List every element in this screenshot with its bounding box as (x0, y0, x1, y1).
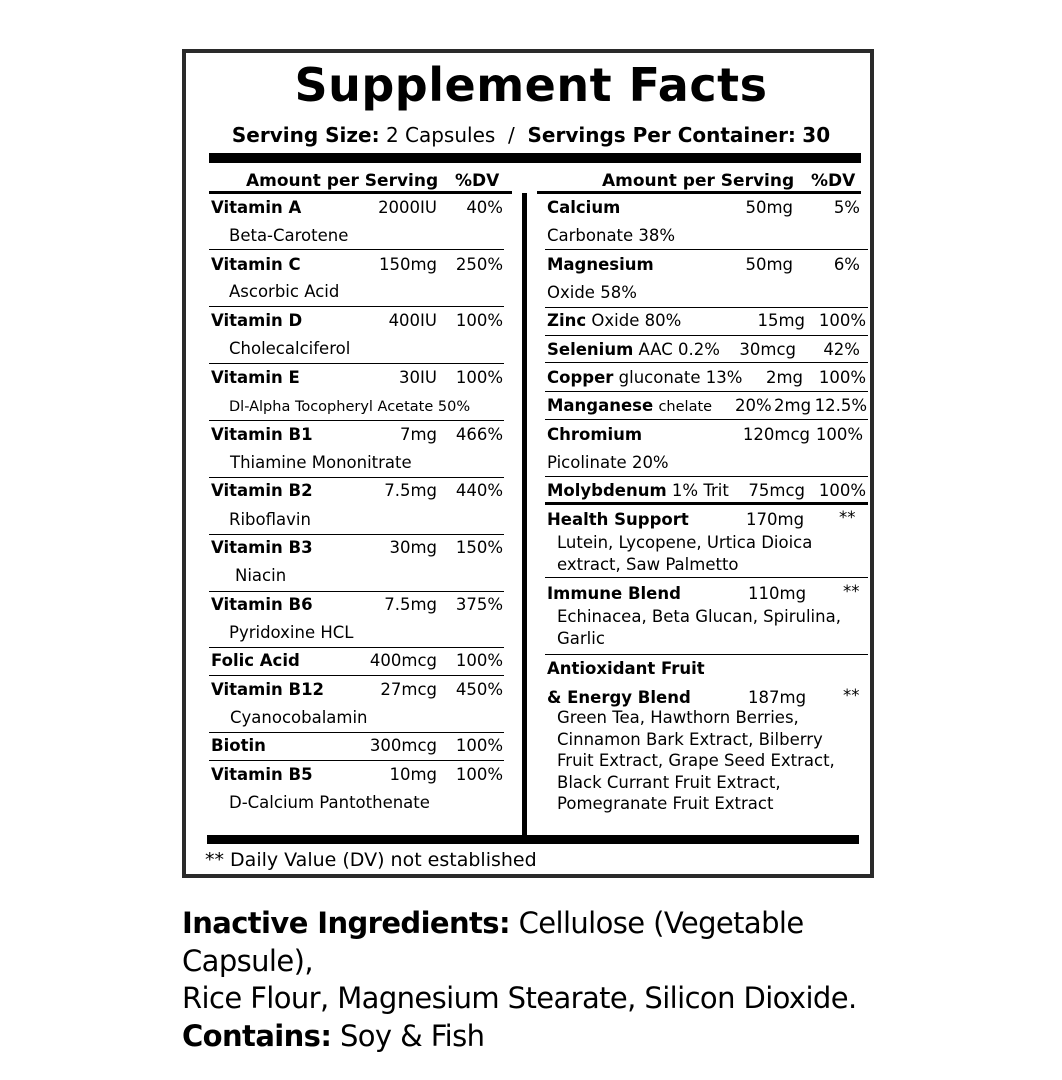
nutrient-amount: 30mcg (739, 340, 796, 359)
row-divider (209, 760, 504, 761)
nutrient-amount: 27mcg (380, 680, 437, 699)
nutrient-name: Manganese (547, 396, 654, 415)
serving-separator: / (508, 123, 515, 147)
row-divider (545, 476, 868, 477)
nutrient-dv: 5% (833, 198, 860, 217)
nutrient-source: Ascorbic Acid (229, 282, 340, 301)
nutrient-amount: 2000IU (378, 198, 437, 217)
nutrient-form: gluconate 13% (618, 368, 743, 387)
nutrient-source: Thiamine Mononitrate (230, 453, 412, 472)
row-divider (209, 249, 504, 250)
nutrient-dv: 6% (833, 255, 860, 274)
nutrient-dv: 100% (818, 481, 866, 500)
row-divider (209, 534, 504, 535)
blend-ingredients-line: Pomegranate Fruit Extract (557, 794, 774, 813)
nutrient-source: Dl-Alpha Tocopheryl Acetate 50% (229, 399, 471, 415)
blend-ingredients-line: Garlic (557, 628, 605, 648)
left-amount-header: Amount per Serving (246, 171, 439, 191)
nutrient-form: chelate (658, 399, 713, 415)
blend-ingredients-line: Lutein, Lycopene, Urtica Dioica (557, 533, 813, 552)
nutrient-name: Chromium (547, 425, 643, 444)
nutrient-source: Oxide 58% (547, 283, 637, 302)
nutrient-dv: 440% (455, 481, 503, 500)
blend-name: Immune Blend (547, 584, 681, 603)
nutrient-amount: 150mg (378, 255, 437, 274)
servings-per-container-label: Servings Per Container: (527, 123, 796, 147)
panel-title: Supplement Facts (294, 58, 768, 112)
row-divider (209, 591, 504, 592)
nutrient-name: Vitamin B3 (211, 538, 313, 557)
nutrient-amount: 300mcg (369, 736, 437, 755)
blend-dv: ** (843, 582, 860, 601)
row-divider (545, 335, 868, 336)
nutrient-name: Vitamin B1 (211, 425, 313, 444)
nutrient-dv: 100% (815, 425, 863, 444)
nutrient-source: Riboflavin (229, 510, 311, 529)
nutrient-dv: 150% (455, 538, 503, 557)
serving-size-label: Serving Size: (231, 123, 380, 147)
nutrient-form: 1% Trit (671, 481, 729, 500)
blend-ingredients-line: Cinnamon Bark Extract, Bilberry (557, 729, 823, 749)
blend-ingredients-line: Echinacea, Beta Glucan, Spirulina, (557, 607, 841, 626)
nutrient-amount: 30mg (389, 538, 437, 557)
nutrient-name: Magnesium (547, 255, 654, 274)
left-dv-header: %DV (455, 171, 500, 191)
nutrient-amount: 400mcg (369, 651, 437, 670)
row-divider (545, 249, 868, 250)
row-divider (545, 362, 868, 363)
right-dv-header: %DV (811, 171, 856, 191)
nutrient-name: Selenium (547, 340, 634, 359)
nutrient-dv: 100% (818, 311, 866, 330)
row-divider (209, 306, 504, 307)
nutrient-amount: 7.5mg (384, 481, 437, 500)
nutrient-source: Carbonate 38% (547, 226, 676, 245)
inactive-label: Inactive Ingredients: (182, 906, 510, 940)
nutrient-amount: 2mg (774, 396, 812, 415)
left-header-rule (209, 191, 512, 194)
nutrient-name: Vitamin C (211, 255, 301, 274)
nutrient-amount: 400IU (388, 311, 437, 330)
blend-section-rule (545, 502, 868, 505)
blend-ingredients-line: Fruit Extract, Grape Seed Extract, (557, 751, 835, 770)
blend-ingredients-line: extract, Saw Palmetto (557, 554, 739, 574)
contains-text: Soy & Fish (339, 1018, 485, 1053)
nutrient-name-line (547, 311, 681, 331)
blend-name-line2: & Energy Blend (547, 688, 691, 707)
nutrient-amount: 10mg (389, 765, 437, 784)
nutrient-dv: 40% (466, 198, 503, 217)
nutrient-dv: 375% (455, 595, 503, 614)
nutrient-name: Vitamin B12 (211, 680, 325, 699)
nutrient-dv: 450% (455, 680, 503, 699)
nutrient-source: Beta-Carotene (229, 226, 349, 245)
blend-amount: 170mg (746, 510, 805, 529)
row-divider (545, 577, 868, 578)
nutrient-form: Oxide 80% (591, 311, 682, 330)
contains-label: Contains: (182, 1018, 332, 1053)
bottom-thick-rule (207, 835, 859, 844)
nutrient-name-line (547, 340, 720, 360)
nutrient-amount: 2mg (765, 368, 803, 387)
nutrient-form-percent: 20% (735, 396, 772, 415)
nutrient-source: Cholecalciferol (229, 339, 351, 358)
nutrient-source: Cyanocobalamin (230, 708, 368, 727)
nutrient-name: Vitamin A (211, 198, 302, 217)
nutrient-name: Vitamin B6 (211, 595, 313, 614)
row-divider (209, 732, 504, 733)
nutrient-name-line (547, 368, 742, 388)
blend-ingredients (557, 606, 841, 649)
blend-dv: ** (839, 508, 856, 527)
nutrient-name-line (547, 396, 712, 417)
nutrient-name: Vitamin D (211, 311, 303, 330)
blend-ingredients (557, 707, 835, 815)
inactive-ingredients (182, 905, 902, 1055)
row-divider (545, 391, 868, 392)
blend-ingredients-line: Black Currant Fruit Extract, (557, 772, 781, 792)
nutrient-amount: 50mg (745, 198, 793, 217)
blend-name: Health Support (547, 510, 689, 529)
serving-info (0, 123, 1062, 147)
nutrient-name: Zinc (547, 311, 587, 330)
blend-amount: 187mg (748, 688, 807, 707)
row-divider (545, 307, 868, 308)
nutrient-dv: 100% (455, 368, 503, 387)
row-divider (209, 477, 504, 478)
blend-dv: ** (843, 686, 860, 705)
row-divider (209, 675, 504, 676)
daily-value-footnote: ** Daily Value (DV) not established (205, 849, 537, 871)
right-amount-header: Amount per Serving (602, 171, 795, 191)
row-divider (209, 420, 504, 421)
servings-per-container-value: 30 (802, 123, 831, 147)
nutrient-dv: 100% (818, 368, 866, 387)
nutrient-dv: 466% (455, 425, 503, 444)
row-divider (545, 419, 868, 420)
nutrient-dv: 42% (823, 340, 860, 359)
inactive-line-2: Rice Flour, Magnesium Stearate, Silicon Dioxide. (182, 981, 857, 1015)
row-divider (209, 647, 504, 648)
nutrient-name: Copper (547, 368, 614, 387)
inactive-line-1 (182, 905, 902, 980)
top-thick-rule (209, 153, 861, 163)
blend-ingredients (557, 532, 812, 575)
right-header-rule (537, 191, 861, 194)
blend-amount: 110mg (748, 584, 807, 603)
nutrient-dv: 100% (455, 736, 503, 755)
column-divider (522, 193, 527, 838)
nutrient-amount: 15mg (757, 311, 805, 330)
nutrient-dv: 100% (455, 651, 503, 670)
nutrient-dv: 250% (455, 255, 503, 274)
nutrient-name: Vitamin B5 (211, 765, 313, 784)
nutrient-amount: 75mcg (748, 481, 805, 500)
nutrient-name: Vitamin B2 (211, 481, 313, 500)
nutrient-amount: 7.5mg (384, 595, 437, 614)
nutrient-name: Biotin (211, 736, 266, 755)
nutrient-amount: 30IU (399, 368, 437, 387)
nutrient-source: Niacin (235, 566, 287, 585)
nutrient-dv: 100% (455, 311, 503, 330)
nutrient-dv: 100% (455, 765, 503, 784)
nutrient-form: AAC 0.2% (638, 340, 720, 359)
serving-size-value: 2 Capsules (385, 123, 496, 147)
nutrient-source: Picolinate 20% (547, 453, 669, 472)
nutrient-name: Vitamin E (211, 368, 300, 387)
row-divider (545, 654, 868, 655)
blend-name-line1: Antioxidant Fruit (547, 659, 705, 678)
nutrient-source: Pyridoxine HCL (229, 623, 354, 642)
nutrient-amount: 7mg (399, 425, 437, 444)
nutrient-name: Calcium (547, 198, 621, 217)
inactive-text-1: Cellulose (Vegetable Capsule), (182, 906, 804, 978)
nutrient-dv: 12.5% (814, 396, 867, 415)
nutrient-name: Folic Acid (211, 651, 300, 670)
nutrient-name: Molybdenum (547, 481, 667, 500)
blend-ingredients-line: Green Tea, Hawthorn Berries, (557, 708, 799, 727)
nutrient-name-line (547, 481, 729, 501)
nutrient-source: D-Calcium Pantothenate (229, 793, 430, 812)
contains-line (182, 1018, 902, 1056)
nutrient-amount: 120mcg (742, 425, 810, 444)
nutrient-amount: 50mg (745, 255, 793, 274)
row-divider (209, 363, 504, 364)
